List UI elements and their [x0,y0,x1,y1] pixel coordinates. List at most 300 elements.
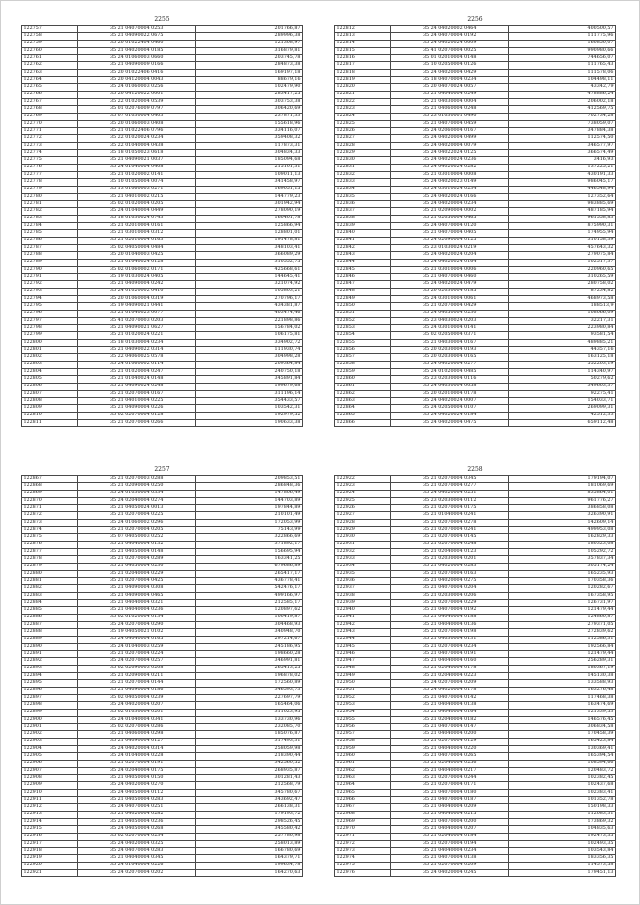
row-code-cell: 35 21 04030004 0167 [391,339,509,346]
row-code-cell: 35 24 04020004 0314 [78,745,196,752]
row-value-cell: 174955,94 [509,230,616,237]
table-row [335,724,616,731]
table-row [22,361,303,368]
table-row [22,665,303,672]
row-value-cell: 144703,89 [196,497,303,504]
row-id-cell: 122957 [335,731,391,738]
table-row [335,288,616,295]
row-value-cell: 221898,86 [196,317,303,324]
table-row [335,797,616,804]
row-value-cell: 179194,07 [509,476,616,483]
table-row [335,171,616,178]
row-value-cell: 434381,87 [196,303,303,310]
row-value-cell: 185094,68 [196,157,303,164]
row-code-cell: 35 21 04070004 0187 [391,797,509,804]
table-row [335,490,616,497]
table-row [335,128,616,135]
row-id-cell: 122891 [22,651,78,658]
row-value-cell: 310552,75 [196,259,303,266]
row-value-cell: 983885,69 [509,201,616,208]
row-code-cell: 35 24 01040003 0259 [78,643,196,650]
row-id-cell: 122822 [335,98,391,105]
row-id-cell: 122812 [335,26,391,33]
row-value-cell: 354433,57 [196,398,303,405]
table-row [335,818,616,825]
row-value-cell: 371892,17 [196,541,303,548]
row-value-cell: 210101,49 [196,512,303,519]
row-value-cell: 305174,24 [509,563,616,570]
row-id-cell: 122976 [335,870,391,877]
row-id-cell: 122834 [335,186,391,193]
row-code-cell: 35 24 04020024 0164 [391,259,509,266]
table-row [335,782,616,789]
row-code-cell: 35 24 04020004 0475 [391,420,509,427]
row-code-cell: 35 21 04050004 0283 [78,797,196,804]
row-value-cell: 345580,42 [196,826,303,833]
table-row [22,237,303,244]
row-code-cell: 35 21 02070004 0191 [78,760,196,767]
row-id-cell: 122882 [22,585,78,592]
table-row [335,497,616,504]
table-row [335,804,616,811]
row-value-cell: 160401,78 [196,215,303,222]
row-id-cell: 122938 [335,592,391,599]
row-value-cell: 75143,99 [196,527,303,534]
row-code-cell: 35 21 04030004 0131 [391,636,509,643]
table-panel-2258 [334,465,616,877]
row-id-cell: 122772 [22,135,78,142]
table-row [335,120,616,127]
row-value-cell: 366574,49 [509,150,616,157]
row-code-cell: 35 21 04020004 0283 [391,563,509,570]
table-row [22,643,303,650]
table-row [22,782,303,789]
row-code-cell: 35 21 04040004 0160 [391,658,509,665]
table-row [22,578,303,585]
row-value-cell: 197844,89 [196,505,303,512]
row-value-cell: 499953,08 [509,527,616,534]
data-table [21,25,303,427]
row-code-cell: 35 21 04040004 0207 [391,826,509,833]
row-code-cell: 35 24 04020024 0236 [391,157,509,164]
row-value-cell: 156695,94 [196,548,303,555]
table-row [22,541,303,548]
table-row [22,709,303,716]
row-id-cell: 122791 [22,274,78,281]
table-row [22,252,303,259]
row-id-cell: 122872 [22,512,78,519]
row-id-cell: 122799 [22,332,78,339]
table-row [22,658,303,665]
row-id-cell: 122785 [22,230,78,237]
row-code-cell: 35 24 04070004 0251 [78,804,196,811]
row-id-cell: 122942 [335,621,391,628]
row-value-cell: 170358,36 [509,578,616,585]
table-row [22,694,303,701]
row-code-cell: 35 24 04020004 0234 [391,201,509,208]
table-row [335,113,616,120]
row-code-cell: 35 21 04060004 0248 [391,106,509,113]
row-code-cell: 35 02 01060002 0171 [78,266,196,273]
table-row [335,775,616,782]
row-id-cell: 122803 [22,361,78,368]
table-row [335,230,616,237]
row-code-cell: 35 24 01060002 0114 [78,361,196,368]
row-id-cell: 122770 [22,120,78,127]
table-row [335,578,616,585]
row-id-cell: 122814 [335,40,391,47]
row-id-cell: 122975 [335,862,391,869]
row-code-cell: 35 21 02040004 0223 [391,673,509,680]
row-value-cell: 487185,94 [509,208,616,215]
row-id-cell: 122878 [22,556,78,563]
table-row [335,26,616,33]
row-value-cell: 154033,71 [509,398,616,405]
row-value-cell: 163125,18 [509,354,616,361]
row-id-cell: 122918 [22,848,78,855]
table-row [335,592,616,599]
row-value-cell: 306420,69 [196,106,303,113]
row-code-cell: 35 21 04030004 0004 [391,98,509,105]
row-code-cell: 35 20 01040003 0425 [78,252,196,259]
row-code-cell: 35 01 02076009 0797 [78,106,196,113]
table-row [335,383,616,390]
row-id-cell: 122781 [22,201,78,208]
row-id-cell: 122953 [335,702,391,709]
table-row [22,266,303,273]
row-code-cell: 35 21 04090004 0308 [78,585,196,592]
row-value-cell: 349603,37 [509,383,616,390]
row-value-cell: 403474,46 [196,310,303,317]
row-code-cell: 35 24 04020004 0178 [391,687,509,694]
row-id-cell: 122888 [22,629,78,636]
row-code-cell: 35 21 03010004 0006 [391,266,509,273]
table-row [22,259,303,266]
row-code-cell: 35 02 02070004 0234 [78,833,196,840]
row-value-cell: 164270,63 [196,870,303,877]
table-row [22,848,303,855]
table-row [335,376,616,383]
table-row [335,709,616,716]
row-value-cell: 169197,18 [196,69,303,76]
row-code-cell: 35 24 04020024 0007 [391,398,509,405]
row-code-cell: 35 21 04070004 0204 [391,585,509,592]
row-code-cell: 35 19 04090021 0441 [78,303,196,310]
row-value-cell: 192979,52 [196,412,303,419]
table-row [22,527,303,534]
table-row [335,186,616,193]
row-value-cell: 112586,31 [509,636,616,643]
row-id-cell: 122865 [335,412,391,419]
row-code-cell: 35 21 04090004 0186 [78,687,196,694]
row-value-cell: 297214,67 [196,636,303,643]
row-code-cell: 35 21 02070004 0234 [391,643,509,650]
row-code-cell: 35 02 04050004 0239 [78,694,196,701]
row-code-cell: 35 21 02040004 0184 [391,833,509,840]
row-value-cell: 218390,44 [196,753,303,760]
row-value-cell: 961776,27 [509,497,616,504]
table-row [335,420,616,427]
row-id-cell: 122869 [22,490,78,497]
row-code-cell: 35 24 01040004 0408 [78,164,196,171]
row-value-cell: 42512,33 [509,412,616,419]
row-value-cell: 357837,34 [509,556,616,563]
table-row [335,274,616,281]
table-row [22,826,303,833]
row-id-cell: 122923 [335,483,391,490]
table-panel-2257 [21,465,303,877]
row-code-cell: 35 19 04050021 0102 [78,629,196,636]
row-code-cell: 35 24 04020004 0207 [78,702,196,709]
row-id-cell: 122954 [335,709,391,716]
row-id-cell: 122780 [22,193,78,200]
row-value-cell: 144779,23 [196,193,303,200]
row-value-cell: 162829,33 [509,534,616,541]
row-value-cell: 50279,62 [509,376,616,383]
row-code-cell: 35 21 04070004 0265 [391,753,509,760]
row-value-cell: 172560,89 [196,680,303,687]
row-code-cell: 35 24 01040004 0226 [78,862,196,869]
row-value-cell: 128801,01 [196,230,303,237]
table-row [22,505,303,512]
row-code-cell: 35 21 04040004 0321 [78,600,196,607]
row-code-cell: 35 24 02070004 0290 [78,621,196,628]
table-row [22,870,303,877]
row-id-cell: 122766 [22,91,78,98]
row-value-cell: 436778,41 [196,578,303,585]
row-id-cell: 122825 [335,120,391,127]
row-value-cell: 400500,57 [509,26,616,33]
table-row [22,420,303,427]
table-row [22,332,303,339]
row-code-cell: 35 21 04090024 0248 [78,383,196,390]
table-row [22,164,303,171]
row-code-cell: 35 22 04060025 0578 [78,354,196,361]
table-row [22,614,303,621]
row-id-cell: 122797 [22,317,78,324]
row-id-cell: 122864 [335,405,391,412]
table-row [335,208,616,215]
row-id-cell: 122874 [22,527,78,534]
row-id-cell: 122939 [335,600,391,607]
table-row [22,534,303,541]
table-row [22,818,303,825]
row-id-cell: 122973 [335,848,391,855]
row-code-cell: 35 24 04070004 0192 [391,33,509,40]
table-row [335,621,616,628]
table-row [22,383,303,390]
row-code-cell: 35 02 04050004 0484 [78,244,196,251]
row-value-cell: 126731,97 [509,600,616,607]
row-value-cell: 133588,93 [509,680,616,687]
table-row [22,40,303,47]
row-value-cell: 425668,61 [196,266,303,273]
table-row [22,179,303,186]
row-value-cell: 272839,62 [509,629,616,636]
table-row [22,490,303,497]
row-id-cell: 122920 [22,862,78,869]
row-code-cell: 35 24 02040004 0175 [78,767,196,774]
row-id-cell: 122852 [335,317,391,324]
row-value-cell: 44357,16 [509,347,616,354]
table-row [22,702,303,709]
row-id-cell: 122899 [22,709,78,716]
row-id-cell: 122779 [22,186,78,193]
row-code-cell: 35 24 01040004 0341 [78,716,196,723]
row-id-cell: 122819 [335,77,391,84]
row-id-cell: 122895 [22,680,78,687]
table-row [335,361,616,368]
row-code-cell: 35 21 04090022 0675 [78,33,196,40]
row-id-cell: 122919 [22,855,78,862]
table-row [22,150,303,157]
table-row [22,208,303,215]
row-code-cell: 35 21 01040004 0241 [391,512,509,519]
row-id-cell: 122851 [335,310,391,317]
table-row [335,347,616,354]
row-value-cell: 117873,31 [196,142,303,149]
row-value-cell: 301281,43 [196,775,303,782]
panel-page-number: 2258 [467,466,483,473]
row-id-cell: 122961 [335,760,391,767]
table-row [335,643,616,650]
row-code-cell: 35 21 04090004 0127 [78,738,196,745]
row-code-cell: 35 24 04020024 0479 [391,281,509,288]
table-row [335,476,616,483]
table-row [22,157,303,164]
row-code-cell: 35 21 04070004 0191 [391,651,509,658]
row-value-cell: 170458,39 [509,731,616,738]
row-value-cell: 32217,31 [509,317,616,324]
row-value-cell: 100419,87 [196,614,303,621]
row-id-cell: 122843 [335,252,391,259]
table-row [335,505,616,512]
table-row [335,760,616,767]
row-value-cell: 137225,21 [509,164,616,171]
table-row [335,179,616,186]
row-code-cell: 35 21 04020004 0282 [78,811,196,818]
row-code-cell: 35 07 04050003 0252 [78,534,196,541]
row-code-cell: 35 21 02070004 0289 [78,556,196,563]
row-value-cell: 191478,81 [196,237,303,244]
row-code-cell: 35 21 02070004 0145 [391,534,509,541]
table-row [22,811,303,818]
table-row [335,614,616,621]
row-value-cell: 346593,73 [196,687,303,694]
table-row [22,244,303,251]
row-code-cell: 35 20 01022406 0416 [78,69,196,76]
row-value-cell: 112083,31 [509,811,616,818]
table-row [335,811,616,818]
row-id-cell: 122941 [335,614,391,621]
row-code-cell: 35 24 04020004 0277 [391,361,509,368]
row-id-cell: 122960 [335,753,391,760]
row-id-cell: 122783 [22,215,78,222]
row-id-cell: 122890 [22,643,78,650]
row-code-cell: 35 21 04040004 0215 [391,811,509,818]
row-id-cell: 122880 [22,570,78,577]
row-value-cell: 321074,92 [196,281,303,288]
row-value-cell: 105292,72 [509,548,616,555]
row-id-cell: 122873 [22,519,78,526]
row-value-cell: 104835,63 [509,826,616,833]
row-code-cell: 35 21 04040004 0200 [391,731,509,738]
table-row [335,694,616,701]
row-value-cell: 144645,41 [196,274,303,281]
row-id-cell: 122768 [22,106,78,113]
table-row [22,128,303,135]
row-id-cell: 122883 [22,592,78,599]
row-value-cell: 167358,95 [509,592,616,599]
row-value-cell: 121479,44 [509,651,616,658]
table-row [22,84,303,91]
table-row [22,47,303,54]
row-value-cell: 345891,84 [196,376,303,383]
row-id-cell: 122958 [335,738,391,745]
row-code-cell: 35 21 04090004 0465 [78,592,196,599]
table-row [22,354,303,361]
table-row [22,548,303,555]
row-code-cell: 35 24 02060004 0167 [391,128,509,135]
table-row [22,230,303,237]
row-id-cell: 122943 [335,629,391,636]
row-id-cell: 122897 [22,694,78,701]
row-id-cell: 122944 [335,636,391,643]
row-id-cell: 122866 [335,420,391,427]
row-value-cell: 124860,87 [509,614,616,621]
row-code-cell: 35 21 04010002 0215 [78,193,196,200]
table-row [335,840,616,847]
row-value-cell: 192473,35 [509,833,616,840]
table-row [22,113,303,120]
row-id-cell: 122905 [22,753,78,760]
table-row [22,738,303,745]
row-code-cell: 35 22 01040004 0438 [78,142,196,149]
table-row [22,862,303,869]
row-value-cell: 283417,25 [196,91,303,98]
row-value-cell: 185076,87 [196,731,303,738]
table-row [335,84,616,91]
row-code-cell: 35 02 01020004 0134 [78,614,196,621]
row-code-cell: 35 23 01030024 0219 [391,244,509,251]
table-row [22,193,303,200]
table-row [335,519,616,526]
row-id-cell: 122947 [335,658,391,665]
table-row [22,405,303,412]
row-code-cell: 35 24 04020004 0245 [391,870,509,877]
row-id-cell: 122965 [335,789,391,796]
row-id-cell: 122932 [335,548,391,555]
table-row [22,570,303,577]
row-code-cell: 35 21 02070004 0144 [78,680,196,687]
row-value-cell: 286848,36 [196,483,303,490]
table-row [22,687,303,694]
row-value-cell: 266138,31 [196,804,303,811]
row-value-cell: 316879,81 [196,47,303,54]
row-id-cell: 122964 [335,782,391,789]
row-value-cell: 679686,89 [196,563,303,570]
row-value-cell: 744656,07 [509,55,616,62]
row-id-cell: 122854 [335,332,391,339]
row-id-cell: 122849 [335,295,391,302]
row-id-cell: 122967 [335,804,391,811]
row-value-cell: 102493,35 [509,840,616,847]
row-value-cell: 104498,11 [509,77,616,84]
row-value-cell: 311023,95 [196,709,303,716]
row-value-cell: 121339,53 [509,709,616,716]
row-id-cell: 122838 [335,215,391,222]
table-row [335,702,616,709]
